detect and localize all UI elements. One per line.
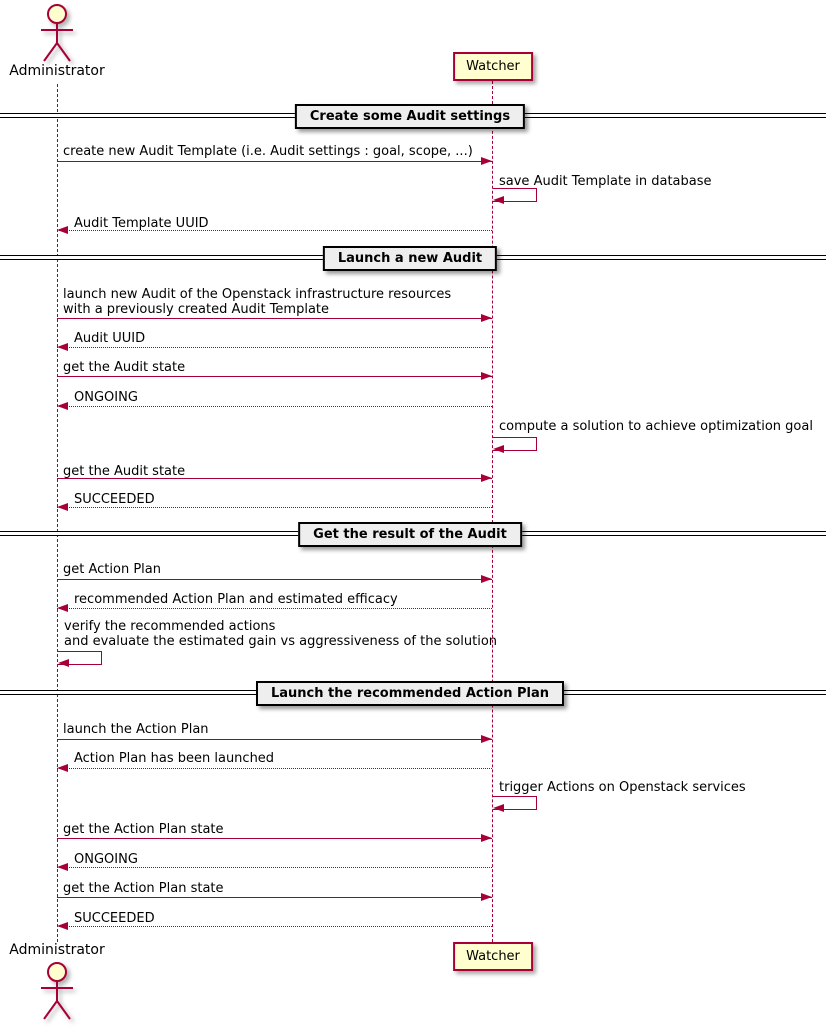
message-label-line: SUCCEEDED [74, 492, 155, 507]
message-arrowhead [57, 343, 68, 351]
message-arrow-line [57, 739, 492, 740]
message-arrow-line [57, 838, 492, 839]
message-label [63, 287, 451, 317]
message-arrow-line [57, 897, 492, 898]
message-arrow-line [57, 376, 492, 377]
message-arrow-line [57, 318, 492, 319]
message-arrow-line [57, 768, 492, 769]
message-label [74, 751, 274, 766]
message-label-line: SUCCEEDED [74, 911, 155, 926]
message-label-line: Audit UUID [74, 331, 146, 346]
message-label-line: get Action Plan [63, 562, 161, 577]
message-label [74, 390, 138, 405]
message-arrow-line [57, 608, 492, 609]
message-arrow-line [57, 579, 492, 580]
message-label-line: recommended Action Plan and estimated efficacy [74, 592, 398, 607]
message-arrowhead [481, 474, 492, 482]
section-divider-label: Launch the recommended Action Plan [256, 681, 564, 706]
message-label-line: get the Action Plan state [63, 822, 224, 837]
message-label-line: with a previously created Audit Template [63, 302, 330, 317]
section-divider-label: Create some Audit settings [295, 104, 525, 129]
message-label [63, 144, 473, 159]
message-label [499, 780, 746, 795]
message-label-line: create new Audit Template (i.e. Audit settings : goal, scope, ...) [63, 144, 473, 159]
message-arrow-line [57, 926, 492, 927]
participant-watcher-top: Watcher [453, 52, 533, 81]
message-label [74, 216, 209, 231]
message-label [74, 592, 398, 607]
message-label [74, 852, 138, 867]
message-label [63, 881, 224, 896]
message-label [74, 331, 145, 346]
message-label-line: save Audit Template in database [499, 174, 712, 189]
message-label [74, 911, 155, 926]
message-arrow-line [57, 161, 492, 162]
self-message-arrowhead [493, 804, 504, 812]
message-label-line: verify the recommended actions [64, 619, 276, 634]
message-arrowhead [57, 604, 68, 612]
message-label [63, 360, 185, 375]
message-arrowhead [481, 575, 492, 583]
message-arrow-line [57, 347, 492, 348]
message-arrowhead [57, 503, 68, 511]
message-arrow-line [57, 507, 492, 508]
message-label-line: and evaluate the estimated gain vs aggressiveness of the solution [64, 634, 498, 649]
message-arrowhead [481, 893, 492, 901]
message-label-line: compute a solution to achieve optimization goal [499, 419, 813, 434]
self-message-arrowhead [58, 659, 69, 667]
message-label [499, 174, 712, 189]
message-arrowhead [481, 314, 492, 322]
actor-administrator-bottom [0, 943, 127, 1022]
message-label [499, 419, 813, 434]
message-arrowhead [57, 863, 68, 871]
message-label-line: Audit Template UUID [74, 216, 209, 231]
message-label-line: get the Action Plan state [63, 881, 224, 896]
message-arrowhead [57, 402, 68, 410]
actor-stick-figure-icon [38, 961, 76, 1022]
message-label [63, 464, 185, 479]
message-arrowhead [57, 922, 68, 930]
message-label [63, 722, 209, 737]
message-label-line: get the Audit state [63, 360, 186, 375]
message-label-line: launch the Action Plan [63, 722, 209, 737]
message-arrowhead [481, 834, 492, 842]
message-label [74, 492, 155, 507]
message-label-line: get the Audit state [63, 464, 186, 479]
self-message-arrowhead [493, 445, 504, 453]
self-message-arrowhead [493, 196, 504, 204]
message-label [64, 619, 497, 649]
message-label-line: launch new Audit of the Openstack infrastructure resources [63, 287, 452, 302]
message-label-line: Action Plan has been launched [74, 751, 275, 766]
actor-administrator-top [0, 3, 127, 79]
participant-watcher-bottom: Watcher [453, 942, 533, 971]
message-label-line: ONGOING [74, 852, 138, 867]
lifeline-watcher [492, 81, 493, 942]
section-divider-label: Get the result of the Audit [298, 522, 522, 547]
message-arrowhead [57, 226, 68, 234]
message-arrowhead [57, 764, 68, 772]
message-arrowhead [481, 372, 492, 380]
actor-stick-figure-icon [38, 3, 76, 64]
message-arrowhead [481, 157, 492, 165]
message-label [63, 562, 161, 577]
message-arrowhead [481, 735, 492, 743]
message-label-line: trigger Actions on Openstack services [499, 780, 746, 795]
message-label-line: ONGOING [74, 390, 138, 405]
section-divider-label: Launch a new Audit [323, 246, 497, 271]
lifeline-administrator [57, 84, 58, 942]
message-arrow-line [57, 867, 492, 868]
actor-label-administrator-bottom: Administrator [9, 942, 105, 958]
actor-label-administrator-top: Administrator [9, 63, 105, 79]
message-arrow-line [57, 406, 492, 407]
message-label [63, 822, 224, 837]
